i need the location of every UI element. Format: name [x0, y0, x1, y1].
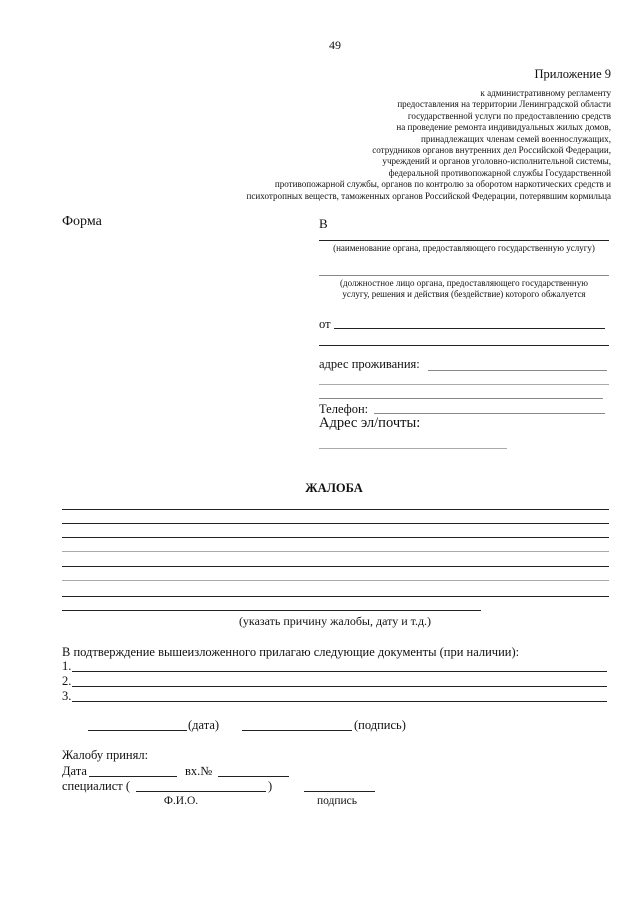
from-line-2[interactable] [319, 345, 609, 346]
from-line[interactable] [334, 328, 605, 329]
complaint-line[interactable] [62, 523, 609, 524]
appendix-line: принадлежащих членам семей военнослужащих, [420, 133, 611, 144]
official-hint-2: услугу, решения и действия (бездействие) которого обжалуется [342, 289, 586, 299]
document-item-3-line[interactable] [72, 701, 607, 702]
complaint-line[interactable] [62, 610, 481, 611]
document-item-1-line[interactable] [72, 671, 607, 672]
address-label: адрес проживания: [319, 357, 420, 371]
address-line-3[interactable] [319, 398, 603, 399]
incoming-number-label: вх.№ [185, 764, 213, 778]
specialist-name-line[interactable] [136, 791, 266, 792]
from-label: от [319, 317, 331, 331]
appendix-line: на проведение ремонта индивидуальных жилых домов, [396, 122, 611, 133]
document-item-3-label: 3. [62, 689, 72, 703]
appendix-line: сотрудников органов внутренних дел Российской Федерации, [372, 145, 611, 156]
signature-label: (подпись) [354, 718, 406, 732]
specialist-sign-line[interactable] [304, 791, 375, 792]
complaint-line[interactable] [62, 537, 609, 538]
recipient-to-label: В [319, 216, 328, 231]
form-label: Форма [62, 214, 102, 229]
address-line-2[interactable] [319, 384, 609, 385]
complaint-line[interactable] [62, 566, 609, 567]
address-line[interactable] [428, 370, 607, 371]
page-number: 49 [329, 38, 341, 52]
date-label: (дата) [188, 718, 220, 732]
complaint-line[interactable] [62, 580, 609, 581]
email-label: Адрес эл/почты: [319, 415, 421, 431]
incoming-number-line[interactable] [218, 776, 289, 777]
organ-name-line[interactable] [319, 240, 609, 241]
acceptance-date-label: Дата [62, 764, 87, 778]
appendix-line: государственной услуги по предоставлению средств [407, 110, 611, 121]
phone-label: Телефон: [319, 402, 369, 416]
complaint-title: ЖАЛОБА [305, 481, 363, 495]
date-line[interactable] [88, 730, 187, 731]
documents-intro: В подтверждение вышеизложенного прилагаю следующие документы (при наличии): [62, 645, 520, 659]
document-item-2-line[interactable] [72, 686, 607, 687]
official-hint-1: (должностное лицо органа, предоставляющего государственную [340, 278, 588, 288]
specialist-close-paren: ) [268, 779, 273, 793]
appendix-line: психотропных веществ, таможенных органов Российской Федерации, потерявшим кормильца [246, 190, 611, 201]
appendix-line: противопожарной службы, органов по контролю за оборотом наркотических средств и [274, 179, 611, 190]
complaint-line[interactable] [62, 509, 609, 510]
email-line[interactable] [319, 448, 507, 449]
organ-hint: (наименование органа, предоставляющего государственную услугу) [333, 243, 595, 253]
acceptance-sign-label: подпись [316, 795, 358, 807]
appendix-line: федеральной противопожарной службы Государственной [388, 167, 611, 178]
appendix-line: к административному регламенту [480, 88, 611, 98]
acceptance-title: Жалобу принял: [62, 748, 149, 762]
document-item-2-label: 2. [62, 674, 72, 688]
reason-hint: (указать причину жалобы, дату и т.д.) [238, 614, 432, 628]
acceptance-date-line[interactable] [89, 776, 177, 777]
phone-line[interactable] [374, 413, 605, 414]
signature-line[interactable] [242, 730, 352, 731]
appendix-line: предоставления на территории Ленинградской области [397, 99, 611, 110]
specialist-label: специалист ( [62, 779, 131, 793]
appendix-title: Приложение 9 [534, 67, 611, 81]
complaint-line[interactable] [62, 596, 609, 597]
official-line[interactable] [319, 275, 609, 276]
appendix-text [247, 88, 611, 202]
appendix-line: учреждений и органов уголовно-исполнительной системы, [382, 156, 611, 167]
fio-label: Ф.И.О. [163, 795, 199, 807]
document-item-1-label: 1. [62, 659, 72, 673]
complaint-line[interactable] [62, 551, 609, 552]
